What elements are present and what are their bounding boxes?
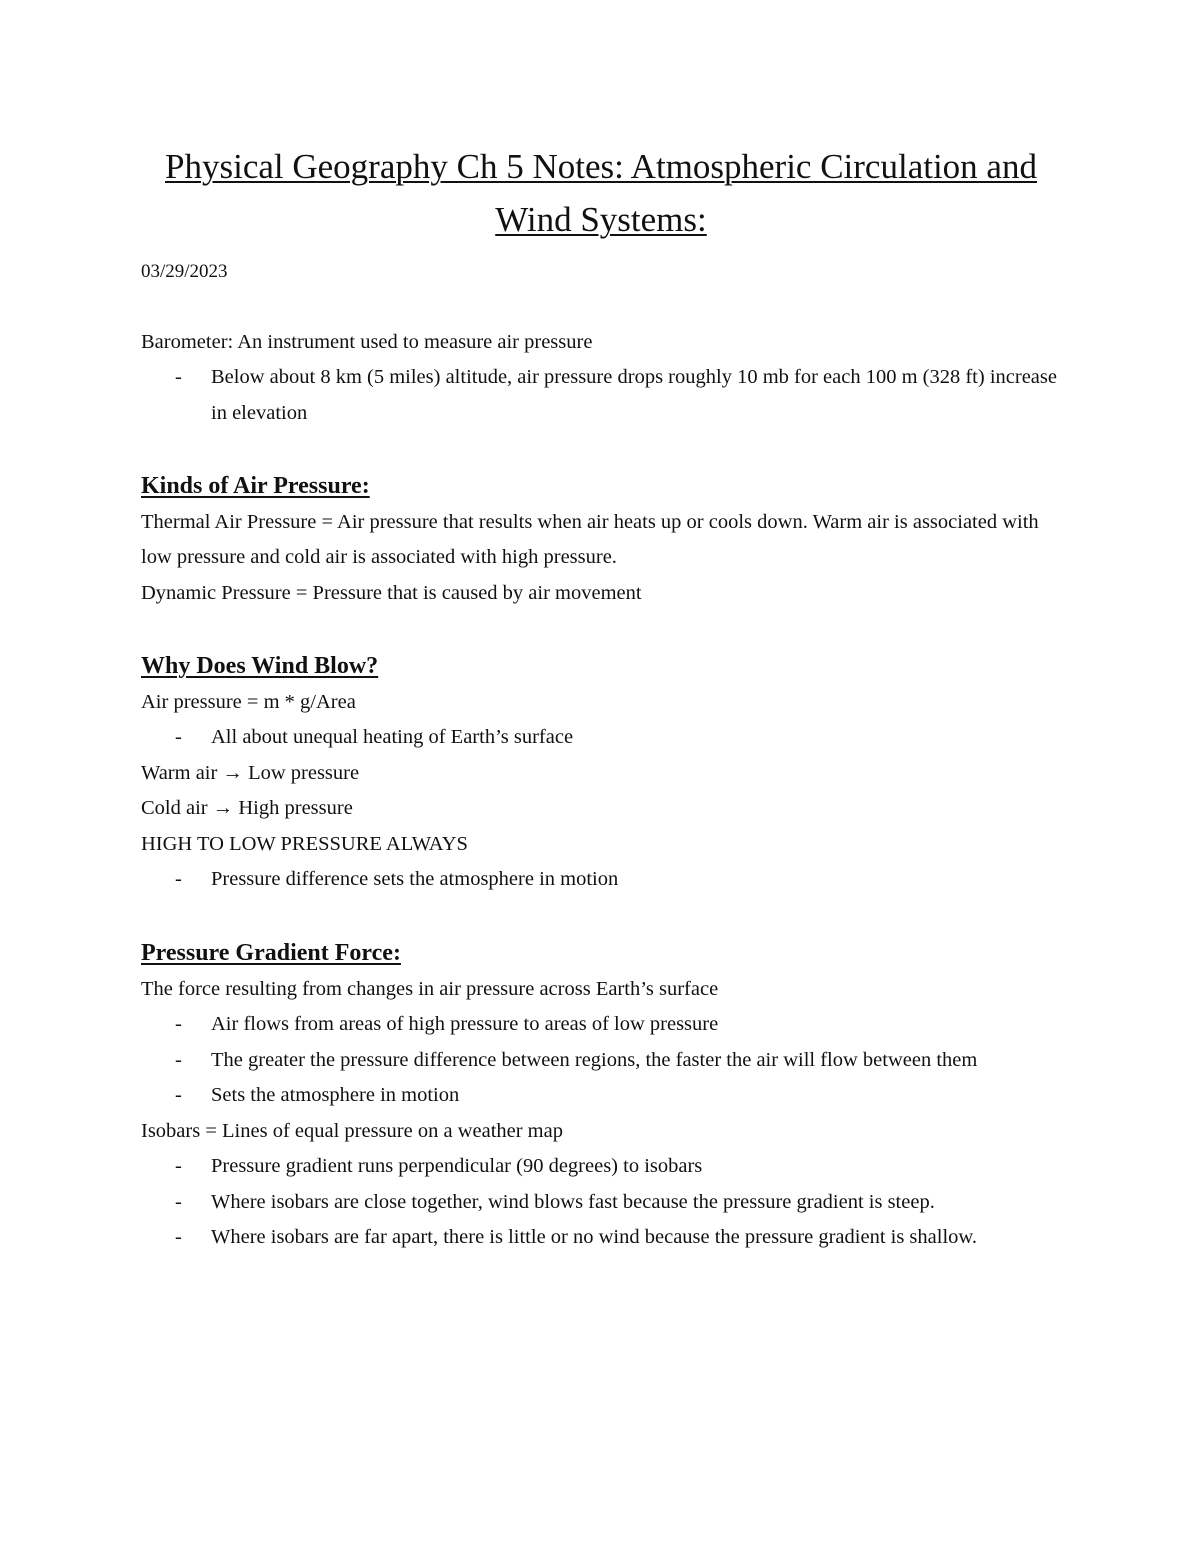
barometer-bullets xyxy=(141,360,1061,431)
dash-bullet: - xyxy=(175,366,182,388)
dash-bullet: - xyxy=(175,1226,182,1248)
dash-bullet: - xyxy=(175,1048,182,1071)
dynamic-pressure-definition: Dynamic Pressure = Pressure that is caused by air movement xyxy=(141,581,642,604)
isobars-definition: Isobars = Lines of equal pressure on a weather map xyxy=(141,1119,563,1142)
list-item: - Pressure gradient runs perpendicular (90 degrees) to isobars xyxy=(141,1149,1061,1185)
dash-bullet: - xyxy=(175,1013,182,1035)
pgf-bullets xyxy=(141,1007,1061,1114)
list-item: - Sets the atmosphere in motion xyxy=(141,1078,1061,1114)
dash-bullet: - xyxy=(175,726,182,748)
list-item: - Air flows from areas of high pressure to areas of low pressure xyxy=(141,1007,1061,1043)
list-item: - All about unequal heating of Earth’s surface xyxy=(141,720,1061,756)
list-item: - Where isobars are close together, wind blows fast because the pressure gradient is steep. xyxy=(141,1185,1061,1221)
document-page xyxy=(141,140,1061,1256)
cold-air-note: Cold air → High pressure xyxy=(141,797,353,819)
section-heading-pgf: Pressure Gradient Force: xyxy=(141,939,401,966)
dash-bullet: - xyxy=(175,868,182,890)
dash-bullet: - xyxy=(175,1155,182,1177)
list-item: - Below about 8 km (5 miles) altitude, air pressure drops roughly 10 mb for each 100 m (328 ft) increase in elevation xyxy=(141,360,1061,431)
section-heading-wind: Why Does Wind Blow? xyxy=(141,652,379,679)
pressure-formula: Air pressure = m * g/Area xyxy=(141,690,356,713)
dash-bullet: - xyxy=(175,1084,182,1106)
list-item: - Pressure difference sets the atmosphere in motion xyxy=(141,862,1061,898)
warm-air-note: Warm air → Low pressure xyxy=(141,761,360,784)
document-title: Physical Geography Ch 5 Notes: Atmospheric Circulation and Wind Systems: xyxy=(165,147,1037,239)
note-date: 03/29/2023 xyxy=(141,261,228,282)
pgf-definition: The force resulting from changes in air pressure across Earth’s surface xyxy=(141,977,719,1000)
section-heading-kinds: Kinds of Air Pressure: xyxy=(141,472,370,499)
list-item: - Where isobars are far apart, there is little or no wind because the pressure gradient is shallow. xyxy=(141,1220,1061,1256)
isobar-bullets xyxy=(141,1149,1061,1256)
dash-bullet: - xyxy=(175,1190,182,1213)
list-item: - The greater the pressure difference between regions, the faster the air will flow between them xyxy=(141,1043,1061,1079)
thermal-pressure-definition: Thermal Air Pressure = Air pressure that results when air heats up or cools down. Warm air is associated with low pressure and cold air is associated with high pressure. xyxy=(141,510,1039,568)
high-to-low-note: HIGH TO LOW PRESSURE ALWAYS xyxy=(141,832,468,855)
barometer-definition: Barometer: An instrument used to measure air pressure xyxy=(141,330,593,353)
